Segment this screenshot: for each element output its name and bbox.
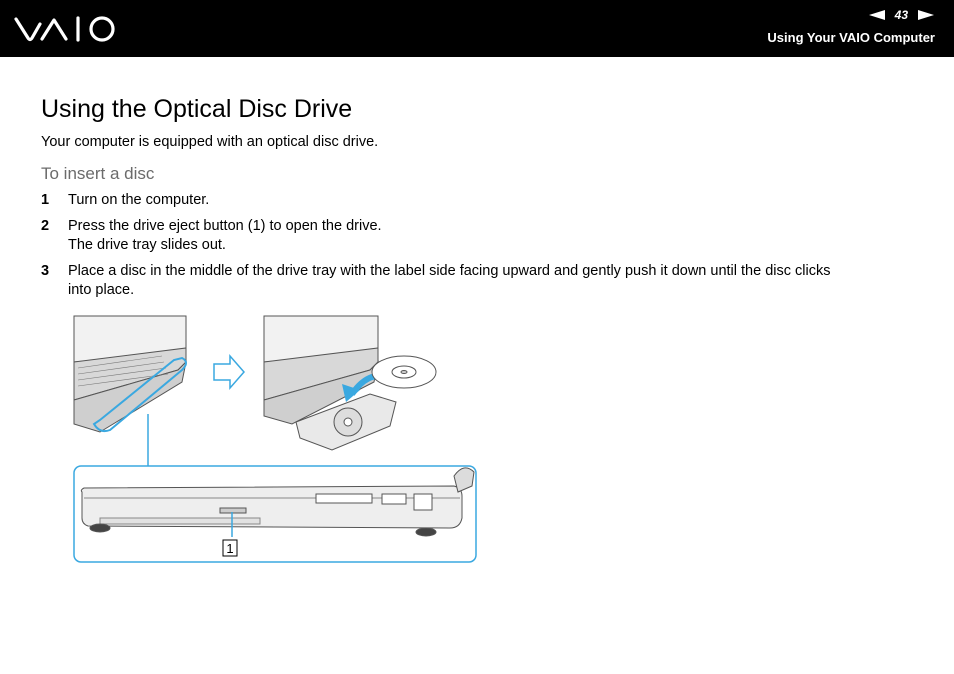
page-header <box>0 0 954 57</box>
step-text: Turn on the computer. <box>68 192 210 208</box>
step-text: Press the drive eject button (1) to open the drive. <box>68 218 382 234</box>
callout-label: 1 <box>226 541 234 556</box>
section-title: Using Your VAIO Computer <box>767 30 935 45</box>
disc-icon <box>372 356 436 388</box>
page-number: 43 <box>894 8 908 22</box>
right-triangle-icon[interactable] <box>918 10 934 20</box>
step-number: 2 <box>41 218 50 234</box>
next-step-arrow-icon <box>214 356 244 388</box>
step-text-continued: into place. <box>68 282 135 298</box>
intro-text: Your computer is equipped with an optical disc drive. <box>41 134 379 150</box>
laptop-open-tray <box>264 316 396 450</box>
step-number: 1 <box>41 192 50 208</box>
step-number: 3 <box>41 263 50 279</box>
step-text: Place a disc in the middle of the drive tray with the label side facing upward and gently push it down until the disc clicks <box>68 263 831 279</box>
drive-illustration <box>70 312 480 568</box>
page-title: Using the Optical Disc Drive <box>41 95 353 123</box>
step-text-continued: The drive tray slides out. <box>68 237 226 253</box>
left-triangle-icon[interactable] <box>869 10 885 20</box>
vaio-logo <box>14 14 122 44</box>
page-navigation <box>869 7 934 23</box>
procedure-heading: To insert a disc <box>41 164 155 183</box>
